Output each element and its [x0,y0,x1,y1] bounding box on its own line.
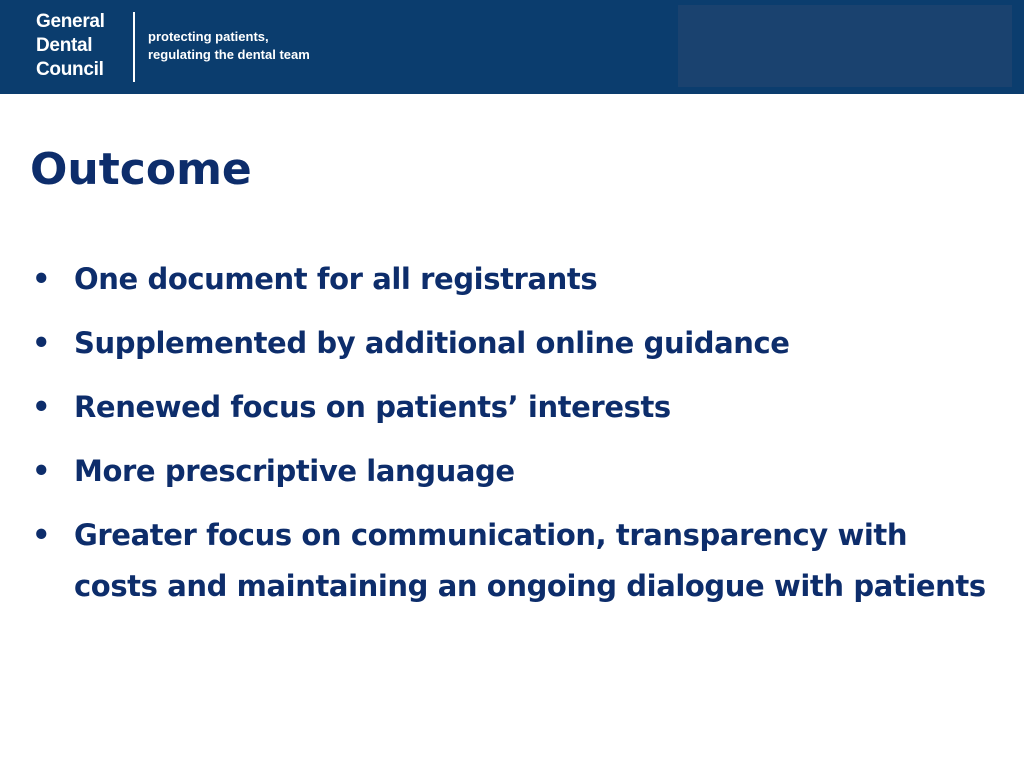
logo-line-general: General [36,11,105,32]
bullet-icon: • [32,390,51,424]
bullet-icon: • [32,454,51,488]
logo-divider [133,12,135,82]
bullet-icon: • [32,326,51,360]
bullet-item [30,318,990,369]
bullet-text: Supplemented by additional online guidance [74,326,790,360]
logo-line-council: Council [36,59,104,80]
bullet-text: Renewed focus on patients’ interests [74,390,671,424]
slide-title: Outcome [30,144,252,195]
bullet-icon: • [32,262,51,296]
tagline [148,28,310,64]
header-banner [0,0,1024,94]
bullet-text: More prescriptive language [74,454,515,488]
gdc-logo [36,10,126,82]
bullet-item [30,446,990,497]
bullet-item [30,254,990,305]
logo-line-dental: Dental [36,35,93,56]
banner-panel [678,5,1012,87]
bullet-text: One document for all registrants [74,262,598,296]
bullet-item [30,510,990,612]
bullet-text: Greater focus on communication, transparency with costs and maintaining an ongoing dialogue with patients [74,518,986,603]
bullet-list [30,254,990,625]
tagline-line-1: protecting patients, [148,29,269,44]
bullet-icon: • [32,518,51,552]
tagline-line-2: regulating the dental team [148,47,310,62]
bullet-item [30,382,990,433]
